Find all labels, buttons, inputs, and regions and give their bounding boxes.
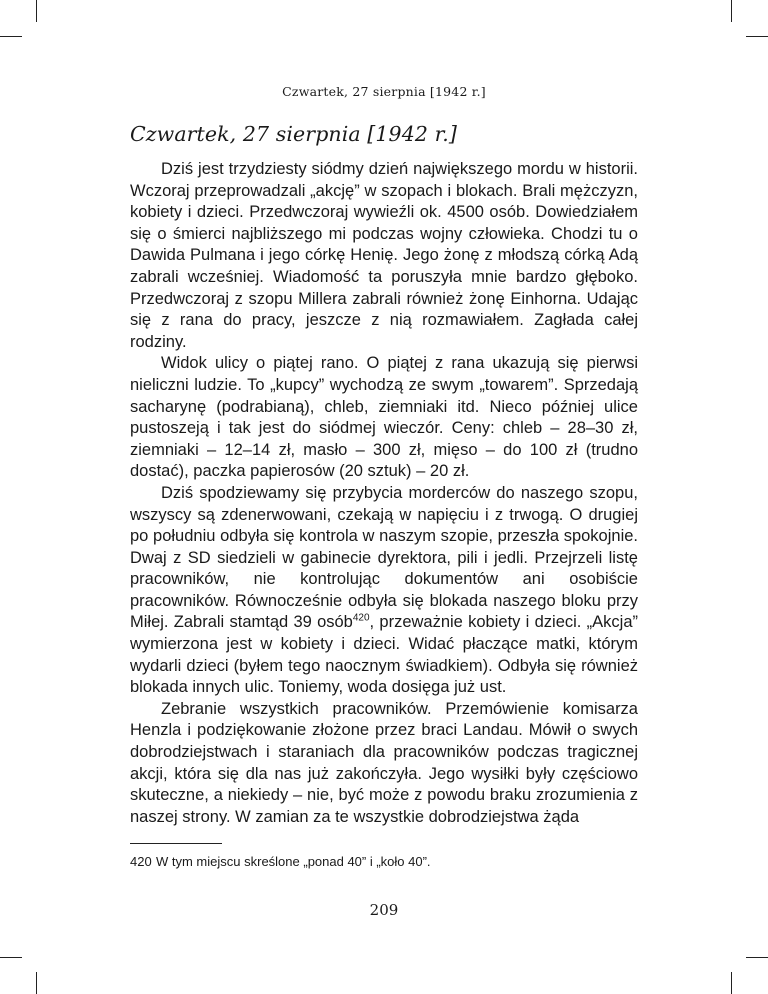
- running-head: Czwartek, 27 sierpnia [1942 r.]: [282, 84, 486, 99]
- crop-mark: [746, 36, 768, 37]
- footnote: [130, 854, 638, 870]
- paragraph-text: , przeważnie kobiety i dzieci. „Akcja” wymierzona jest w kobiety i dzieci. Widać płaczące matki, którym wydarli dzieci (byłem tego naocznym świadkiem). Odbyła się również blokada innych ulic. Toniemy, woda dosięga już ust.: [130, 613, 638, 697]
- paragraph: Zebranie wszystkich pracowników. Przemówienie komisarza Henzla i podziękowanie złożone przez braci Landau. Mówił o swych dobrodziejstwach i staraniach dla pracowników podczas tragicznej akcji, która się dla nas już zakończyła. Jego wysiłki były częściowo skuteczne, a niekiedy – nie, być może z powodu braku zrozumienia z naszej strony. W zamian za te wszystkie dobrodziejstwa żąda: [130, 699, 638, 826]
- page-number: 209: [369, 901, 399, 919]
- footnote-divider: [130, 843, 222, 844]
- paragraph: Widok ulicy o piątej rano. O piątej z rana ukazują się pierwsi nieliczni ludzie. To „kupcy” wychodzą ze swym „towarem”. Sprzedają sacharynę (podrabianą), chleb, ziemniaki itd. Nieco później ulice pustoszeją i tak jest do siódmej wieczór. Ceny: chleb – 28–30 zł, ziemniaki – 12–14 zł, masło – 300 zł, mięso – do 100 zł (trudno dostać), paczka papierosów (20 sztuk) – 20 zł.: [130, 354, 638, 481]
- entry-title: Czwartek, 27 sierpnia [1942 r.]: [130, 122, 457, 146]
- paragraph-text: Dziś spodziewamy się przybycia morderców do naszego szopu, wszyscy są zdenerwowani, czekają w napięciu i z trwogą. O drugiej po południu odbyła się kontrola w naszym szopie, przeszła spokojnie. Dwaj z SD siedzieli w gabinecie dyrektora, pili i jedli. Przejrzeli listę pracowników, nie kontrolując dokumentów ani osobiście pracowników. Równocześnie odbyła się blokada naszego bloku przy Miłej. Zabrali stamtąd 39 osób: [130, 483, 638, 632]
- footnote-text: W tym miejscu skreślone „ponad 40” i „koło 40”.: [156, 854, 431, 869]
- crop-mark: [0, 957, 22, 958]
- crop-mark: [746, 957, 768, 958]
- paragraph: [130, 483, 638, 699]
- footnote-number: 420: [130, 854, 152, 869]
- footnote-reference[interactable]: 420: [352, 612, 370, 624]
- paragraph: Dziś jest trzydziesty siódmy dzień największego mordu w historii. Wczoraj przeprowadzali „akcję” w szopach i blokach. Brali mężczyzn, kobiety i dzieci. Przedwczoraj wywieźli ok. 4500 osób. Dowiedziałem się o śmierci najbliższego mi podczas wojny człowieka. Chodzi tu o Dawida Pulmana i jego córkę Henię. Jego żonę z młodszą córką Adą zabrali wcześniej. Wiadomość ta poruszyła mnie bardzo głęboko. Przedwczoraj z szopu Millera zabrali również żonę Einhorna. Udając się z rana do pracy, jeszcze z nią rozmawiałem. Zagłada całej rodziny.: [130, 160, 638, 351]
- crop-mark: [36, 0, 37, 22]
- crop-mark: [731, 0, 732, 22]
- crop-mark: [0, 36, 22, 37]
- crop-mark: [731, 972, 732, 994]
- crop-mark: [36, 972, 37, 994]
- body-text: [130, 159, 638, 828]
